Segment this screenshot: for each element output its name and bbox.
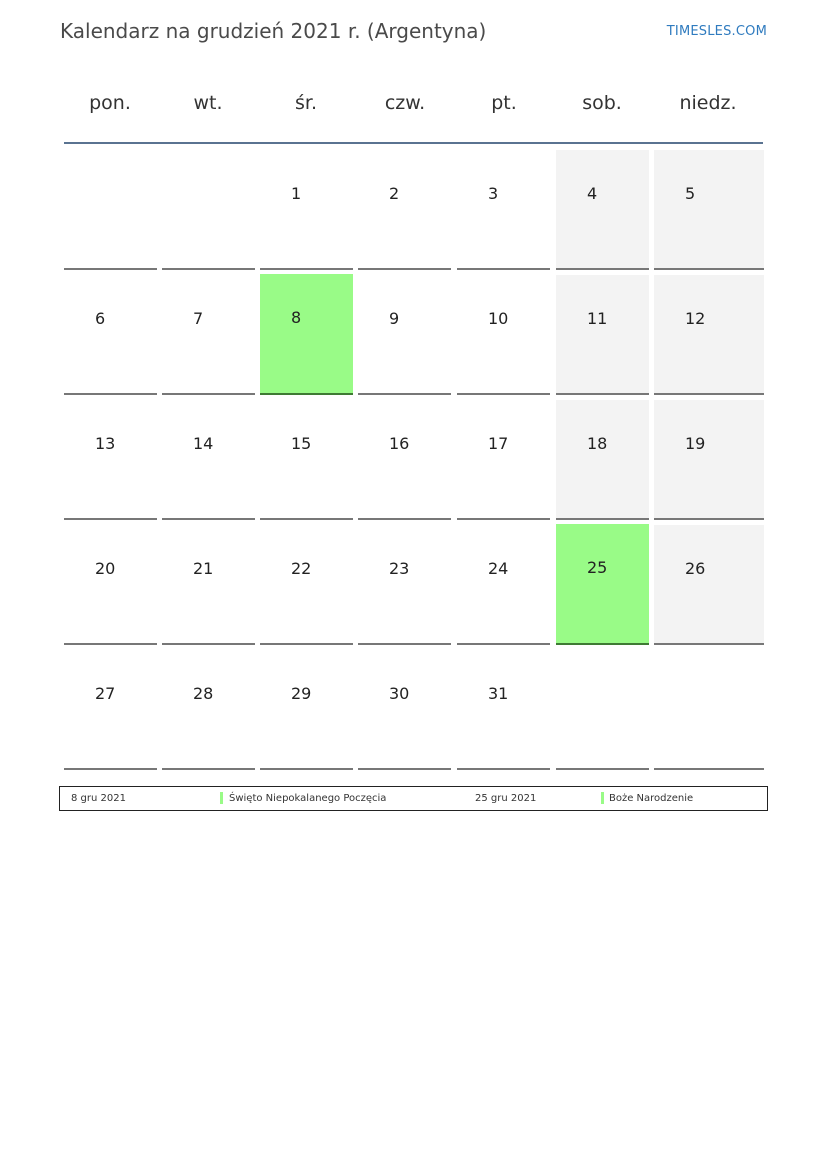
calendar-day-cell (457, 150, 550, 270)
legend-date: 8 gru 2021 (71, 793, 126, 804)
calendar-day-cell (457, 650, 550, 770)
weekday-label: sob. (582, 92, 622, 114)
day-number: 14 (193, 434, 214, 453)
day-number: 29 (291, 684, 312, 703)
weekday-label: czw. (384, 92, 426, 114)
day-number: 26 (685, 559, 706, 578)
calendar-day-cell (654, 275, 764, 395)
legend-color-marker (601, 792, 604, 804)
brand-link[interactable]: TIMESLES.COM (666, 24, 767, 39)
day-number: 16 (389, 434, 410, 453)
day-number: 3 (488, 184, 499, 203)
calendar-day-cell (64, 275, 157, 395)
calendar-day-cell (358, 275, 451, 395)
day-number: 6 (95, 309, 106, 328)
calendar-day-cell (654, 650, 764, 770)
calendar-day-cell (64, 650, 157, 770)
day-number: 31 (488, 684, 509, 703)
calendar-day-cell (162, 275, 255, 395)
calendar-day-cell (64, 400, 157, 520)
calendar-day-cell (162, 650, 255, 770)
calendar-day-cell (260, 650, 353, 770)
day-number: 22 (291, 559, 312, 578)
calendar-day-cell (457, 275, 550, 395)
weekday-label: niedz. (679, 92, 737, 114)
day-number: 30 (389, 684, 410, 703)
calendar-day-cell (556, 650, 649, 770)
day-number: 20 (95, 559, 116, 578)
day-number: 12 (685, 309, 706, 328)
calendar-day-cell (162, 400, 255, 520)
day-number: 4 (587, 184, 598, 203)
calendar-day-cell (556, 275, 649, 395)
calendar-day-cell (260, 274, 353, 395)
page-title: Kalendarz na grudzień 2021 r. (Argentyna) (60, 19, 487, 43)
day-number: 18 (587, 434, 608, 453)
legend-date: 25 gru 2021 (475, 793, 537, 804)
day-number: 24 (488, 559, 509, 578)
day-number: 25 (587, 558, 608, 577)
calendar-day-cell (358, 525, 451, 645)
day-number: 11 (587, 309, 608, 328)
day-number: 23 (389, 559, 410, 578)
legend-holiday-name: Święto Niepokalanego Poczęcia (229, 793, 387, 804)
legend-holiday-name: Boże Narodzenie (609, 793, 694, 804)
day-number: 13 (95, 434, 116, 453)
day-number: 15 (291, 434, 312, 453)
calendar-day-cell (358, 400, 451, 520)
weekday-header (62, 84, 765, 124)
day-number: 1 (291, 184, 302, 203)
day-number: 19 (685, 434, 706, 453)
calendar-day-cell (64, 150, 157, 270)
calendar-day-cell (260, 525, 353, 645)
day-number: 27 (95, 684, 116, 703)
day-number: 9 (389, 309, 400, 328)
weekday-label: wt. (193, 92, 223, 114)
calendar-day-cell (64, 525, 157, 645)
day-number: 8 (291, 308, 302, 327)
day-number: 5 (685, 184, 696, 203)
weekday-label: śr. (294, 92, 317, 114)
day-number: 2 (389, 184, 400, 203)
holiday-legend (59, 786, 768, 811)
calendar-day-cell (654, 525, 764, 645)
calendar-day-cell (358, 650, 451, 770)
calendar-day-cell (260, 150, 353, 270)
day-number: 28 (193, 684, 214, 703)
day-number: 17 (488, 434, 509, 453)
calendar-day-cell (162, 150, 255, 270)
calendar-day-cell (457, 525, 550, 645)
header-divider (64, 142, 763, 144)
calendar-day-cell (654, 150, 764, 270)
day-number: 7 (193, 309, 204, 328)
calendar-day-cell (556, 524, 649, 645)
calendar-day-cell (654, 400, 764, 520)
calendar-day-cell (358, 150, 451, 270)
weekday-label: pon. (89, 92, 131, 114)
weekday-label: pt. (491, 92, 517, 114)
day-number: 21 (193, 559, 214, 578)
calendar-day-cell (556, 400, 649, 520)
calendar-day-cell (556, 150, 649, 270)
legend-color-marker (220, 792, 223, 804)
calendar-day-cell (162, 525, 255, 645)
day-number: 10 (488, 309, 509, 328)
calendar-day-cell (260, 400, 353, 520)
calendar-day-cell (457, 400, 550, 520)
